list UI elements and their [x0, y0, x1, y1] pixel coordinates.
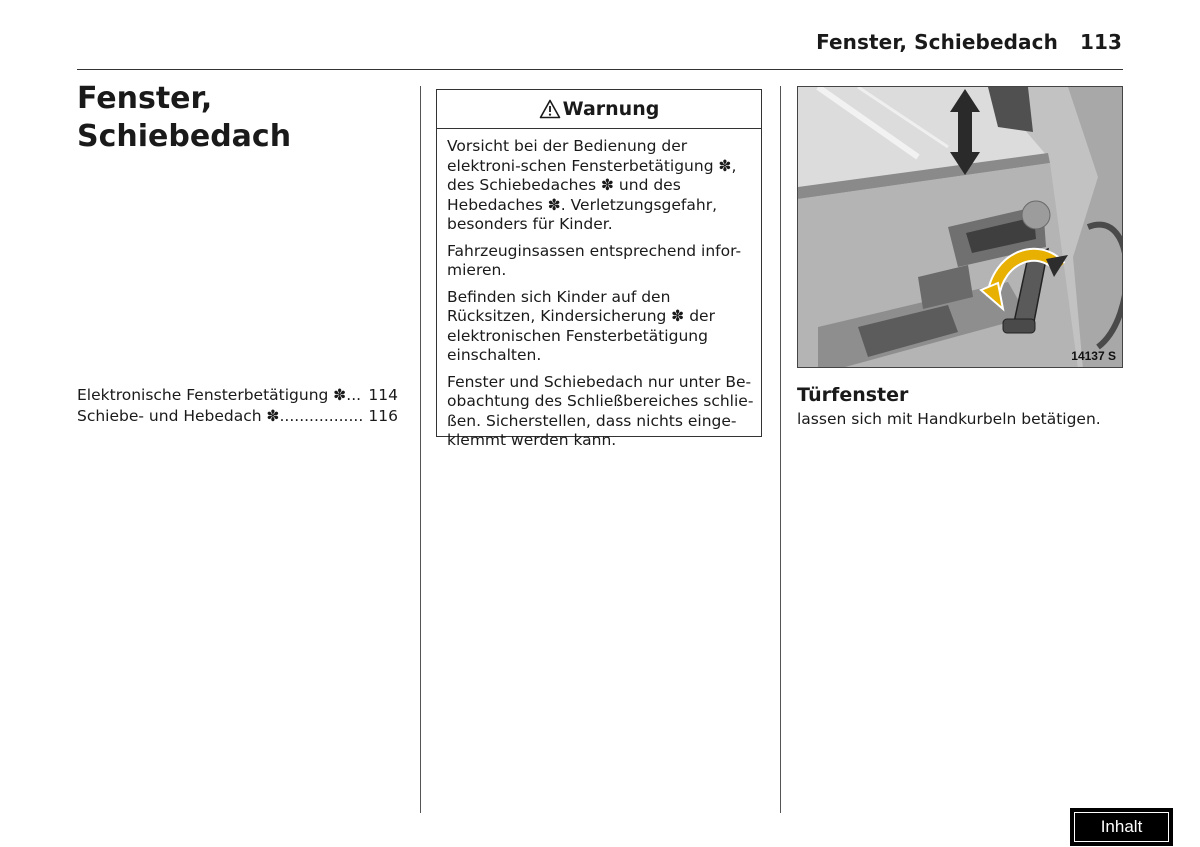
- figure-code: 14137 S: [1071, 349, 1116, 363]
- warning-paragraph: Fenster und Schiebedach nur unter Be-obachtung des Schließbereiches schlie-ßen. Sicherstellen, dass nichts einge-klemmt werden kann.: [447, 372, 754, 449]
- running-header-title: Fenster, Schiebedach: [816, 30, 1058, 54]
- toc-entry-schiebedach[interactable]: Schiebe- und Hebedach ✽ ..... 116: [77, 406, 398, 427]
- table-of-contents: [77, 385, 398, 427]
- warning-paragraph: Fahrzeuginsassen entsprechend infor-mieren.: [447, 241, 742, 279]
- header-rule: [77, 69, 1123, 70]
- warning-triangle-icon: [539, 99, 561, 119]
- warning-paragraph: Befinden sich Kinder auf den Rücksitzen, Kindersicherung ✽ der elektronischen Fensterbetätigung einschalten.: [447, 287, 715, 364]
- section-text: lassen sich mit Handkurbeln betätigen.: [797, 410, 1101, 428]
- door-window-crank-illustration: [797, 86, 1123, 368]
- warning-body: [437, 129, 761, 451]
- column-divider-left: [420, 86, 421, 813]
- warning-header: [437, 90, 761, 129]
- inhalt-button[interactable]: Inhalt: [1070, 808, 1173, 846]
- running-header: [816, 30, 1122, 54]
- door-illustration: [798, 87, 1123, 368]
- chapter-title: Fenster, Schiebedach: [77, 81, 292, 154]
- warning-paragraph: Vorsicht bei der Bedienung der elektroni-schen Fensterbetätigung ✽, des Schiebedaches ✽ und des Hebedaches ✽. Verletzungsgefahr, besonders für Kinder.: [447, 137, 737, 233]
- toc-entry-fensterbetaetigung[interactable]: Elektronische Fensterbetätigung ✽ ..... 114: [77, 385, 398, 406]
- section-title: Türfenster: [797, 384, 909, 406]
- page-number: 113: [1079, 30, 1122, 54]
- column-divider-right: [780, 86, 781, 813]
- warning-title: Warnung: [562, 98, 660, 120]
- warning-box: [436, 89, 762, 449]
